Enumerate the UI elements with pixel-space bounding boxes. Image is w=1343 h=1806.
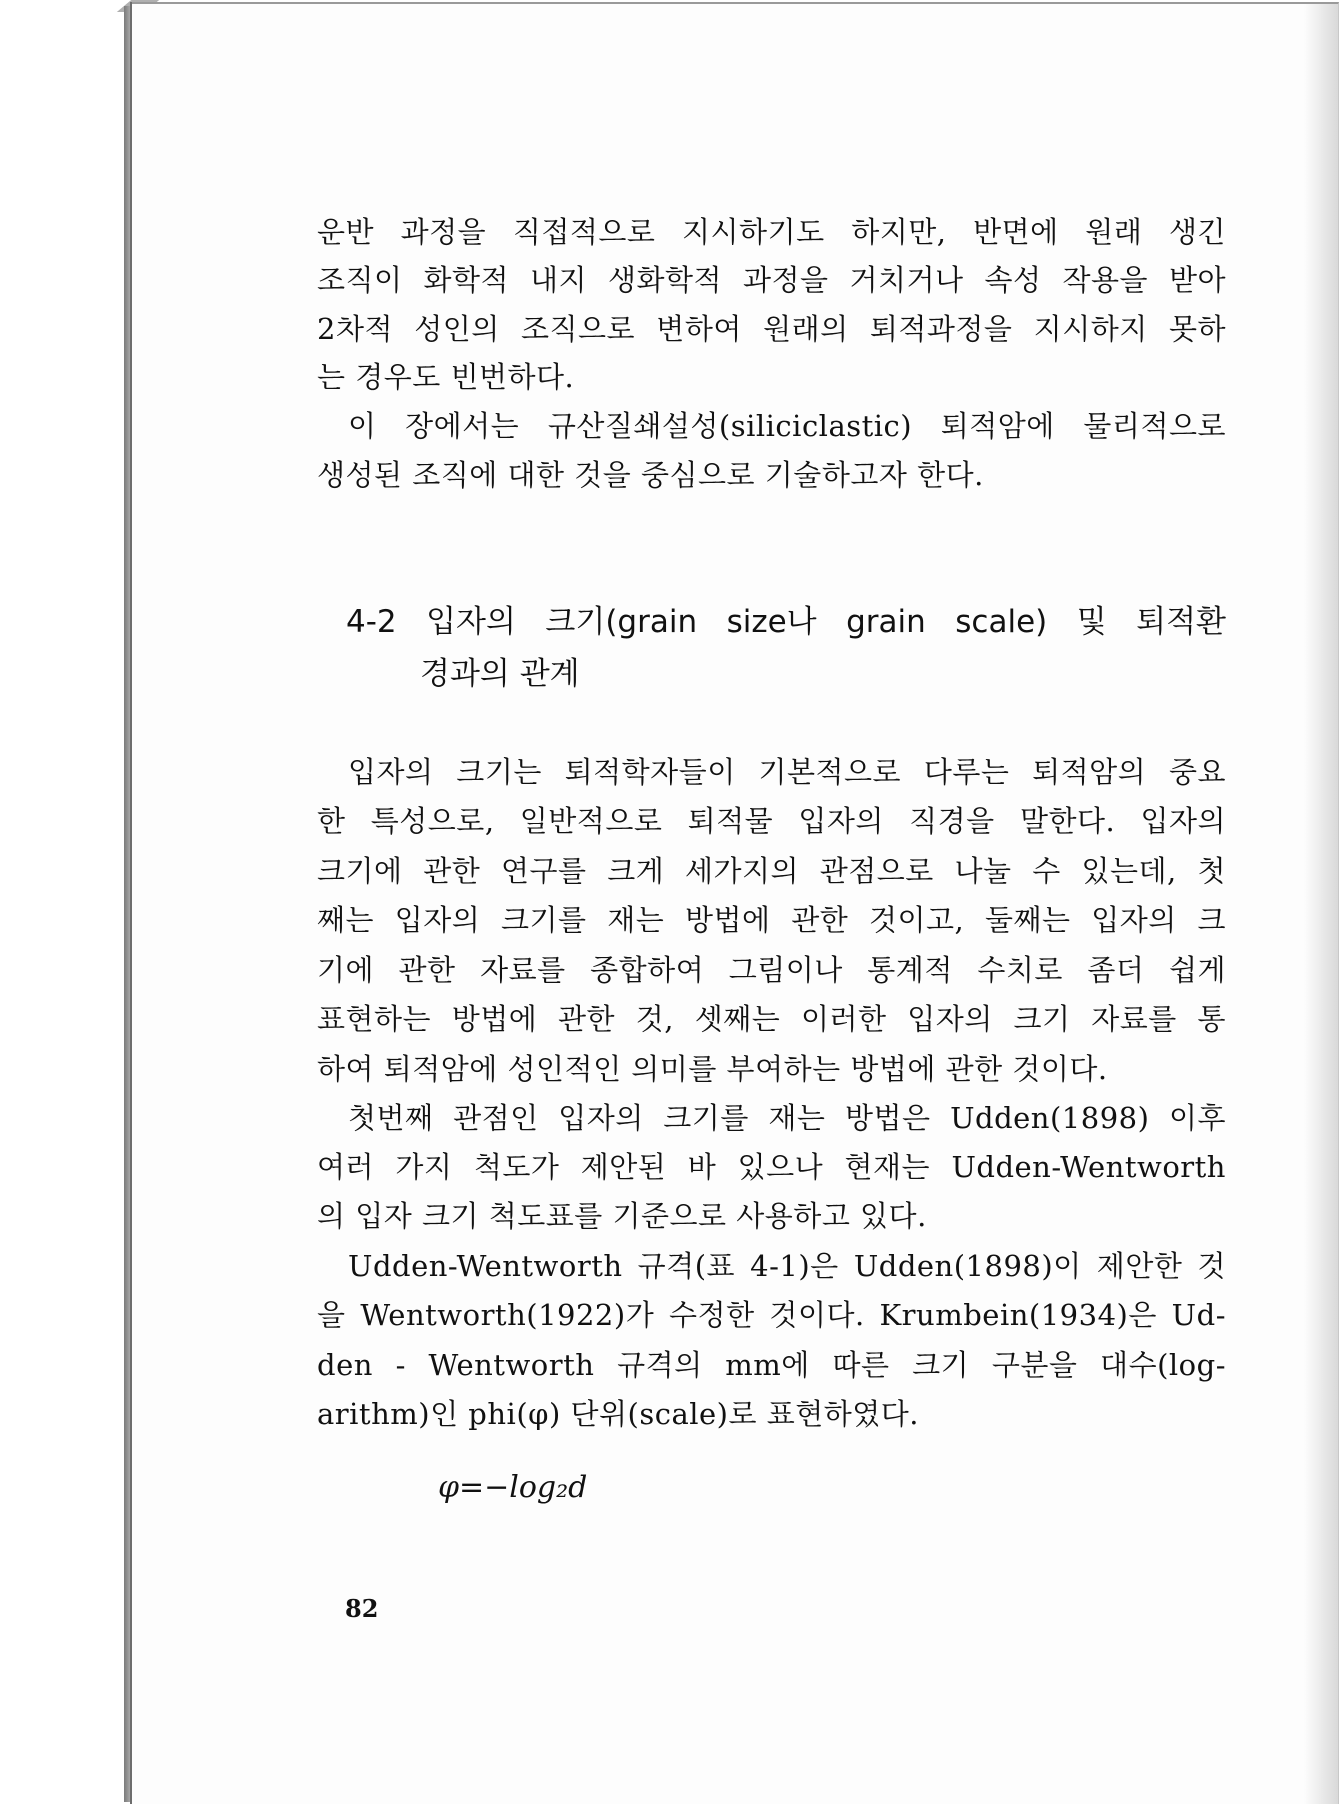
- paragraph-3-line-5: 기에 관한 자료를 종합하여 그림이나 통계적 수치로 좀더 쉽게: [317, 953, 1226, 987]
- paragraph-2-line-2: 생성된 조직에 대한 것을 중심으로 기술하고자 한다.: [317, 458, 984, 492]
- section-heading-continued: 경과의 관계: [420, 656, 580, 692]
- paragraph-3-line-7: 하여 퇴적암에 성인적인 의미를 부여하는 방법에 관한 것이다.: [317, 1052, 1108, 1086]
- paragraph-1-line-4: 는 경우도 빈번하다.: [317, 360, 575, 394]
- paragraph-1-line-2: 조직이 화학적 내지 생화학적 과정을 거치거나 속성 작용을 받아: [317, 263, 1226, 297]
- phi-formula: φ=−log₂d: [438, 1470, 588, 1505]
- paragraph-1-line-3: 2차적 성인의 조직으로 변하여 원래의 퇴적과정을 지시하지 못하: [317, 312, 1226, 346]
- paragraph-5-line-4: arithm)인 phi(φ) 단위(scale)로 표현하였다.: [317, 1397, 919, 1431]
- paragraph-3-line-3: 크기에 관한 연구를 크게 세가지의 관점으로 나눌 수 있는데, 첫: [317, 854, 1226, 888]
- page-number: 82: [345, 1594, 379, 1623]
- paragraph-5-line-3: den - Wentworth 규격의 mm에 따른 크기 구분을 대수(log-: [317, 1348, 1226, 1382]
- paragraph-3-line-2: 한 특성으로, 일반적으로 퇴적물 입자의 직경을 말한다. 입자의: [317, 804, 1226, 838]
- page-edge-shadow: [1304, 4, 1338, 1804]
- paragraph-2-line-1: 이 장에서는 규산질쇄설성(siliciclastic) 퇴적암에 물리적으로: [348, 409, 1226, 443]
- paragraph-5-line-1: Udden-Wentworth 규격(표 4-1)은 Udden(1898)이 제안한 것: [348, 1249, 1226, 1283]
- paragraph-3-line-6: 표현하는 방법에 관한 것, 셋째는 이러한 입자의 크기 자료를 통: [317, 1002, 1226, 1036]
- paragraph-4-line-2: 여러 가지 척도가 제안된 바 있으나 현재는 Udden-Wentworth: [317, 1150, 1226, 1184]
- paragraph-3-line-1: 입자의 크기는 퇴적학자들이 기본적으로 다루는 퇴적암의 중요: [348, 755, 1226, 789]
- paragraph-1-line-1: 운반 과정을 직접적으로 지시하기도 하지만, 반면에 원래 생긴: [317, 215, 1226, 249]
- paragraph-4-line-3: 의 입자 크기 척도표를 기준으로 사용하고 있다.: [317, 1199, 927, 1233]
- paragraph-4-line-1: 첫번째 관점인 입자의 크기를 재는 방법은 Udden(1898) 이후: [348, 1101, 1226, 1135]
- paragraph-3-line-4: 째는 입자의 크기를 재는 방법에 관한 것이고, 둘째는 입자의 크: [317, 903, 1226, 937]
- section-heading: 4-2 입자의 크기(grain size나 grain scale) 및 퇴적환: [346, 604, 1226, 640]
- paragraph-5-line-2: 을 Wentworth(1922)가 수정한 것이다. Krumbein(1934)은 Ud-: [317, 1298, 1226, 1332]
